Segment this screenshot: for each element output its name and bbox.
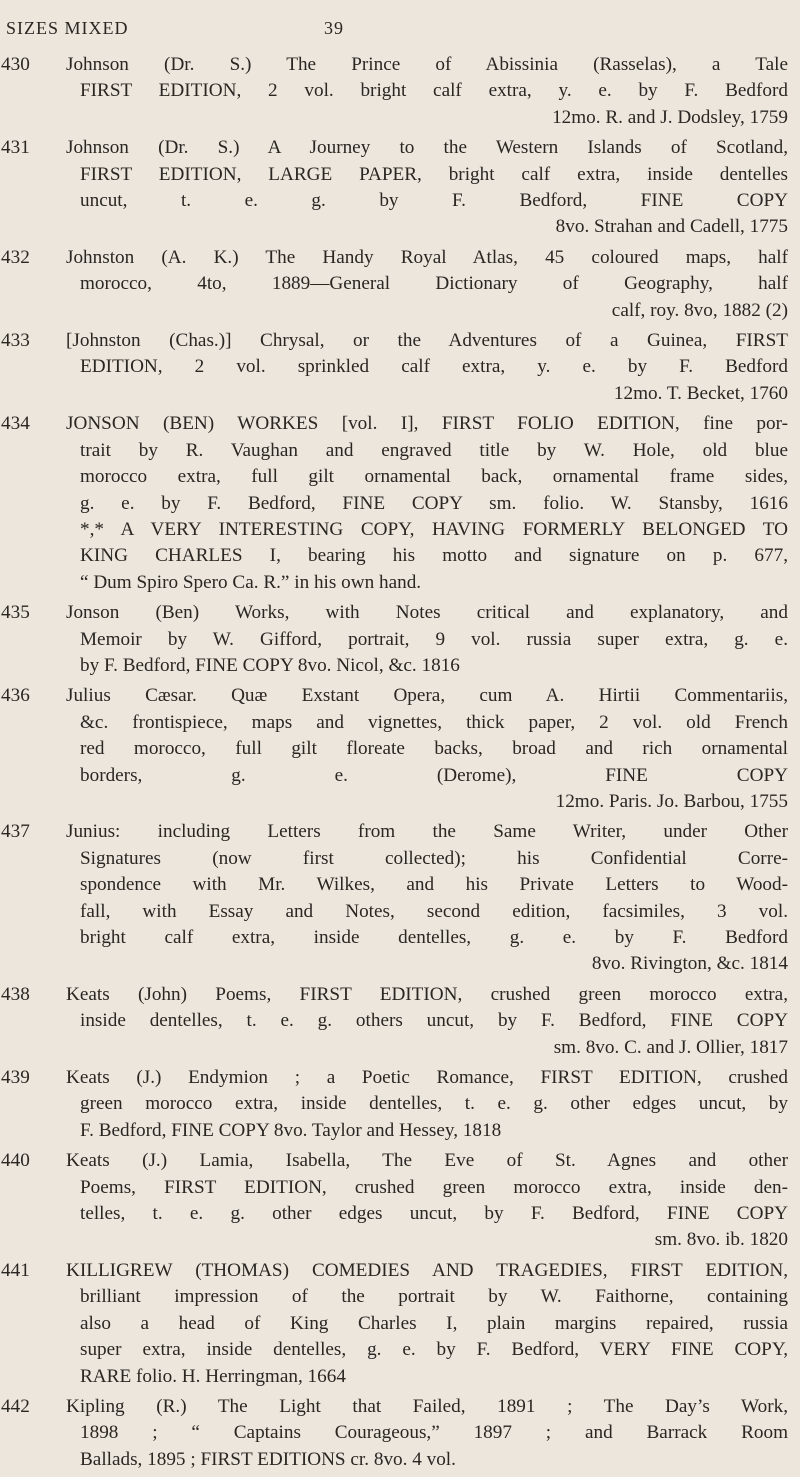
lot-title-line: Jonson (Ben) Works, with Notes critical and explanatory, and — [66, 602, 788, 624]
lot-description-line: sm. 8vo. C. and J. Ollier, 1817 — [553, 1036, 788, 1058]
lot-description-line: 8vo. Rivington, &c. 1814 — [591, 953, 788, 975]
lot-description-line: morocco extra, full gilt ornamental back, ornamental frame sides, — [80, 466, 788, 488]
lot-description-line: Poems, FIRST EDITION, crushed green morocco extra, inside den- — [80, 1176, 788, 1198]
lot-title-line: Kipling (R.) The Light that Failed, 1891 ; The Day’s Work, — [66, 1395, 788, 1417]
lot-entry — [0, 52, 800, 131]
lot-title-line: Johnson (Dr. S.) A Journey to the Western Islands of Scotland, — [66, 137, 788, 159]
lot-description-line: 12mo. Paris. Jo. Barbou, 1755 — [555, 790, 788, 812]
lot-description-line: trait by R. Vaughan and engraved title by W. Hole, old blue — [80, 439, 788, 461]
lot-description-line: 12mo. T. Becket, 1760 — [613, 382, 788, 404]
lot-entry — [0, 328, 800, 407]
lot-description-line: *,* A VERY INTERESTING COPY, HAVING FORMERLY BELONGED TO — [80, 518, 788, 540]
lot-description-line: by F. Bedford, FINE COPY 8vo. Nicol, &c. 1816 — [80, 654, 460, 676]
lot-description-line: Ballads, 1895 ; FIRST EDITIONS cr. 8vo. 4 vol. — [80, 1448, 456, 1470]
lot-entry — [0, 1148, 800, 1254]
lot-description-line: super extra, inside dentelles, g. e. by F. Bedford, VERY FINE COPY, — [80, 1339, 788, 1361]
lot-title-line: Junius: including Letters from the Same Writer, under Other — [66, 821, 788, 843]
lot-number: 442 — [1, 1395, 30, 1417]
lot-description-line: inside dentelles, t. e. g. others uncut, by F. Bedford, FINE COPY — [80, 1010, 788, 1032]
lot-entry — [0, 1394, 800, 1473]
lot-description-line: sm. 8vo. ib. 1820 — [654, 1229, 788, 1251]
lot-number: 431 — [1, 137, 30, 159]
lot-description-line: morocco, 4to, 1889—General Dictionary of Geography, half — [80, 273, 788, 295]
lot-number: 439 — [1, 1067, 30, 1089]
lot-title-line: Johnston (A. K.) The Handy Royal Atlas, 45 coloured maps, half — [66, 246, 788, 268]
lot-description-line: Memoir by W. Gifford, portrait, 9 vol. russia super extra, g. e. — [80, 628, 788, 650]
lot-description-line: Signatures (now first collected); his Confidential Corre- — [80, 847, 788, 869]
lot-list — [0, 52, 800, 1477]
lot-description-line: green morocco extra, inside dentelles, t. e. g. other edges uncut, by — [80, 1093, 788, 1115]
lot-entry — [0, 411, 800, 596]
lot-description-line: &c. frontispiece, maps and vignettes, thick paper, 2 vol. old French — [80, 711, 788, 733]
lot-description-line: 12mo. R. and J. Dodsley, 1759 — [552, 106, 788, 128]
lot-title-line: Julius Cæsar. Quæ Exstant Opera, cum A. Hirtii Commentariis, — [66, 685, 788, 707]
lot-title-line: [Johnston (Chas.)] Chrysal, or the Adventures of a Guinea, FIRST — [66, 330, 788, 352]
lot-title-line: Keats (J.) Lamia, Isabella, The Eve of St. Agnes and other — [66, 1150, 788, 1172]
lot-number: 433 — [1, 330, 30, 352]
lot-entry — [0, 1065, 800, 1144]
lot-entry — [0, 135, 800, 241]
lot-title-line: JONSON (BEN) WORKES [vol. I], FIRST FOLIO EDITION, fine por- — [66, 413, 788, 435]
lot-description-line: uncut, t. e. g. by F. Bedford, FINE COPY — [80, 190, 788, 212]
lot-number: 432 — [1, 246, 30, 268]
lot-description-line: brilliant impression of the portrait by W. Faithorne, containing — [80, 1286, 788, 1308]
lot-entry — [0, 600, 800, 679]
lot-description-line: RARE folio. H. Herringman, 1664 — [80, 1365, 346, 1387]
lot-title-line: KILLIGREW (THOMAS) COMEDIES AND TRAGEDIES, FIRST EDITION, — [66, 1259, 788, 1281]
lot-number: 430 — [1, 54, 30, 75]
lot-description-line: 8vo. Strahan and Cadell, 1775 — [555, 216, 788, 238]
lot-number: 437 — [1, 821, 30, 843]
lot-description-line: calf, roy. 8vo, 1882 (2) — [611, 299, 788, 321]
lot-description-line: also a head of King Charles I, plain margins repaired, russia — [80, 1312, 788, 1334]
lot-description-line: “ Dum Spiro Spero Ca. R.” in his own hand. — [80, 571, 422, 593]
lot-description-line: red morocco, full gilt floreate backs, broad and rich ornamental — [80, 738, 788, 760]
lot-description-line: KING CHARLES I, bearing his motto and signature on p. 677, — [80, 545, 788, 567]
lot-description-line: fall, with Essay and Notes, second edition, facsimiles, 3 vol. — [80, 900, 788, 922]
running-header — [0, 14, 800, 44]
lot-description-line: telles, t. e. g. other edges uncut, by F. Bedford, FINE COPY — [80, 1203, 788, 1225]
lot-entry — [0, 683, 800, 815]
lot-title-line: Keats (John) Poems, FIRST EDITION, crushed green morocco extra, — [66, 983, 788, 1005]
page-number: 39 — [324, 18, 344, 38]
lot-number: 438 — [1, 983, 30, 1005]
lot-description-line: spondence with Mr. Wilkes, and his Private Letters to Wood- — [80, 874, 788, 896]
lot-description-line: 1898 ; “ Captains Courageous,” 1897 ; and Barrack Room — [80, 1422, 788, 1444]
lot-number: 434 — [1, 413, 30, 435]
lot-title-line: Johnson (Dr. S.) The Prince of Abissinia (Rasselas), a Tale — [66, 54, 788, 75]
lot-entry — [0, 1258, 800, 1390]
lot-description-line: FIRST EDITION, 2 vol. bright calf extra, y. e. by F. Bedford — [80, 80, 788, 102]
lot-title-line: Keats (J.) Endymion ; a Poetic Romance, FIRST EDITION, crushed — [66, 1067, 788, 1089]
lot-number: 441 — [1, 1259, 30, 1281]
lot-entry — [0, 982, 800, 1061]
lot-entry — [0, 819, 800, 977]
lot-description-line: F. Bedford, FINE COPY 8vo. Taylor and Hessey, 1818 — [80, 1119, 502, 1141]
lot-entry — [0, 245, 800, 324]
lot-description-line: g. e. by F. Bedford, FINE COPY sm. folio. W. Stansby, 1616 — [80, 492, 788, 514]
section-heading: SIZES MIXED — [6, 18, 129, 38]
lot-description-line: FIRST EDITION, LARGE PAPER, bright calf extra, inside dentelles — [80, 163, 788, 185]
lot-description-line: borders, g. e. (Derome), FINE COPY — [80, 764, 788, 786]
lot-description-line: bright calf extra, inside dentelles, g. e. by F. Bedford — [80, 927, 788, 948]
lot-number: 436 — [1, 685, 30, 707]
lot-number: 440 — [1, 1150, 30, 1172]
lot-description-line: EDITION, 2 vol. sprinkled calf extra, y. e. by F. Bedford — [80, 356, 788, 378]
lot-number: 435 — [1, 602, 30, 624]
